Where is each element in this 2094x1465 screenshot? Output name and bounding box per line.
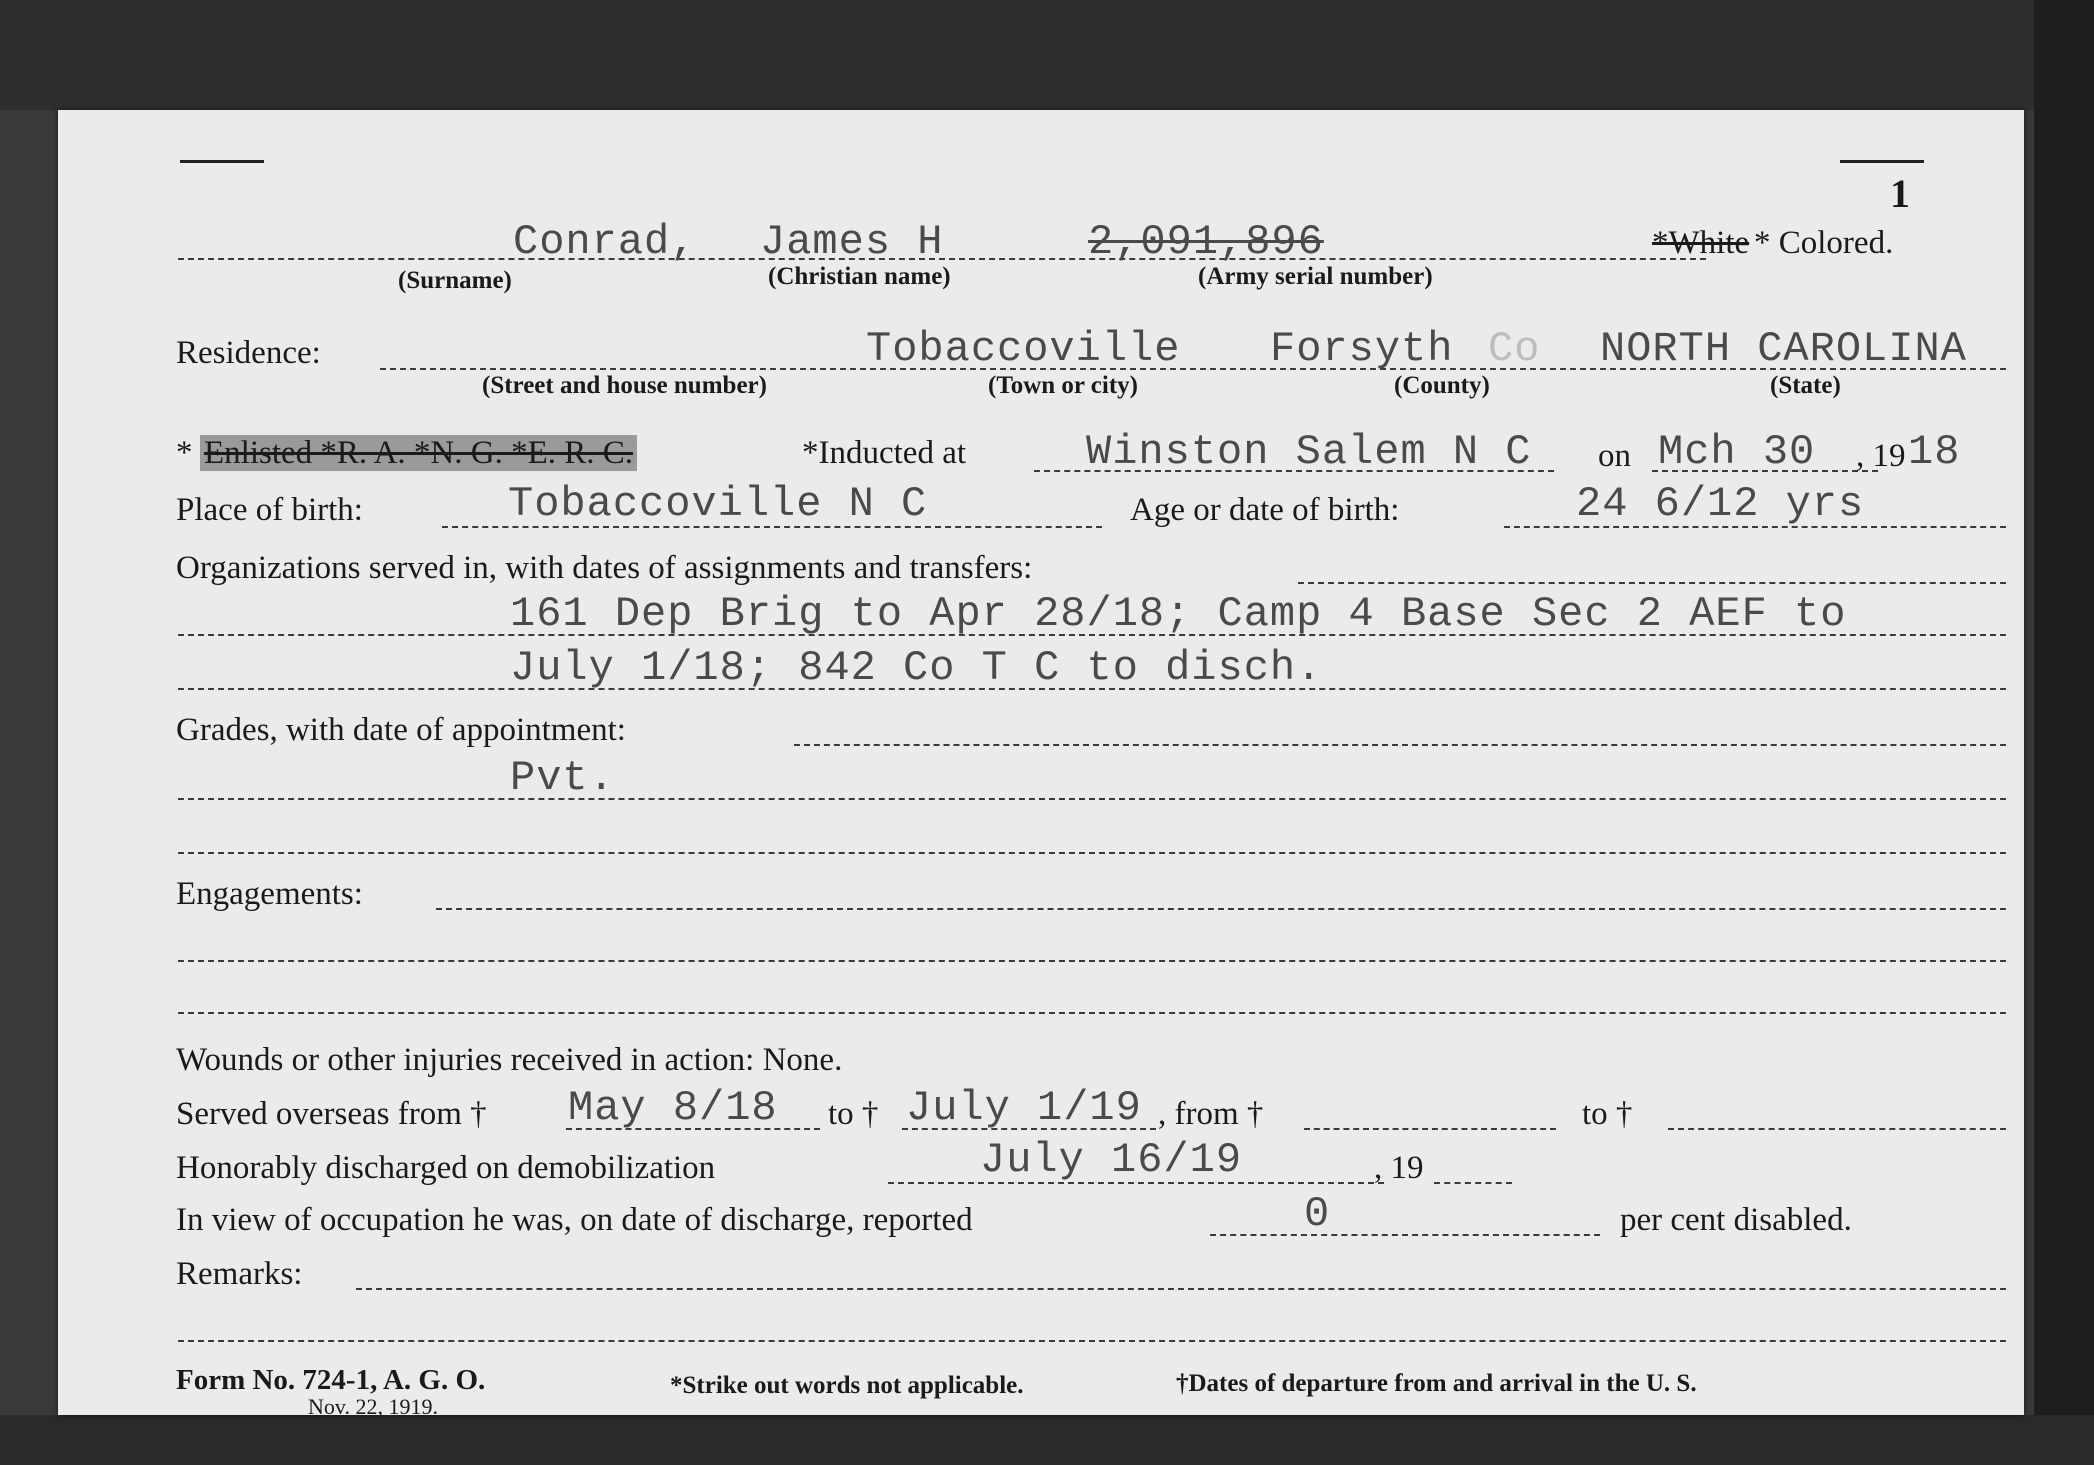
serial-number-value: 2,091,896: [1088, 218, 1324, 266]
discharge-year-line: [1434, 1182, 1512, 1184]
overseas-to-value: July 1/19: [906, 1084, 1142, 1132]
organizations-label: Organizations served in, with dates of assignments and transfers:: [176, 550, 1033, 586]
grades-label: Grades, with date of appointment:: [176, 712, 626, 748]
discharged-label: Honorably discharged on demobilization: [176, 1150, 716, 1186]
scan-background-bottom: [0, 1415, 2094, 1465]
surname-value: Conrad,: [513, 218, 697, 266]
town-label: (Town or city): [988, 372, 1138, 399]
serial-number-label: (Army serial number): [1198, 263, 1433, 290]
inducted-place-value: Winston Salem N C: [1086, 428, 1532, 476]
corner-mark-left: [180, 160, 264, 163]
engagements-line-2: [178, 1012, 2006, 1014]
year-prefix-label: , 19: [1856, 438, 1906, 474]
age-label: Age or date of birth:: [1130, 492, 1400, 528]
remarks-line-1: [178, 1340, 2006, 1342]
occupation-label: In view of occupation he was, on date of discharge, reported: [176, 1202, 973, 1238]
form-number: Form No. 724-1, A. G. O.: [176, 1364, 486, 1396]
overseas-to2-line: [1668, 1128, 2006, 1130]
state-value: NORTH CAROLINA: [1600, 325, 1967, 373]
overseas-to2-label: to †: [1582, 1096, 1633, 1132]
place-of-birth-value: Tobaccoville N C: [508, 480, 928, 528]
scan-background-top: [0, 0, 2094, 110]
place-of-birth-label: Place of birth:: [176, 492, 363, 528]
town-value: Tobaccoville: [866, 325, 1181, 373]
card-number: 1: [1890, 171, 1910, 216]
organizations-line-0: [1298, 582, 2006, 584]
percent-disabled-label: per cent disabled.: [1620, 1202, 1852, 1238]
discharge-year-label: , 19: [1374, 1150, 1424, 1186]
engagements-label: Engagements:: [176, 876, 363, 912]
remarks-line-0: [356, 1288, 2006, 1290]
wounds-label: Wounds or other injuries received in action: None.: [176, 1042, 843, 1078]
organizations-value-line1: 161 Dep Brig to Apr 28/18; Camp 4 Base Sec 2 AEF to: [510, 590, 1847, 638]
grades-line-1: [178, 798, 2006, 800]
christian-name-label: (Christian name): [768, 263, 951, 290]
overseas-from2-line: [1304, 1128, 1556, 1130]
dates-note: †Dates of departure from and arrival in the U. S.: [1176, 1370, 1697, 1397]
grades-line-2: [178, 852, 2006, 854]
surname-label: (Surname): [398, 267, 512, 294]
overseas-from-value: May 8/18: [568, 1084, 778, 1132]
overseas-to-label: to †: [828, 1096, 879, 1132]
discharge-date-value: July 16/19: [980, 1136, 1243, 1184]
county-suffix-value: Co: [1488, 325, 1541, 373]
age-value: 24 6/12 yrs: [1576, 480, 1865, 528]
white-label: *White: [1652, 225, 1750, 261]
disabled-percent-line: [1210, 1234, 1600, 1236]
strike-note: *Strike out words not applicable.: [670, 1372, 1024, 1399]
enlisted-label: Enlisted *R. A. *N. G. *E. R. C.: [200, 435, 637, 472]
county-label: (County): [1394, 372, 1490, 399]
residence-label: Residence:: [176, 335, 321, 371]
grades-line-0: [794, 744, 2006, 746]
remarks-label: Remarks:: [176, 1256, 303, 1292]
inducted-label: *Inducted at: [802, 435, 967, 471]
scan-background-right: [2034, 0, 2094, 1465]
state-label: (State): [1770, 372, 1841, 399]
engagements-line-1: [178, 960, 2006, 962]
overseas-from2-label: , from †: [1158, 1096, 1264, 1132]
street-label: (Street and house number): [482, 372, 767, 399]
engagements-line-0: [436, 908, 2006, 910]
inducted-year-value: 18: [1908, 428, 1961, 476]
organizations-value-line2: July 1/18; 842 Co T C to disch.: [510, 644, 1323, 692]
colored-label: * Colored.: [1754, 225, 1894, 261]
grade-value: Pvt.: [510, 754, 615, 802]
inducted-date-value: Mch 30: [1658, 428, 1816, 476]
corner-mark-right: [1840, 160, 1924, 163]
county-value: Forsyth: [1270, 325, 1454, 373]
asterisk-label: *: [176, 435, 193, 471]
on-label: on: [1598, 438, 1631, 474]
served-overseas-label: Served overseas from †: [176, 1096, 487, 1132]
form-date: Nov. 22, 1919.: [308, 1394, 438, 1419]
christian-name-value: James H: [760, 218, 944, 266]
service-record-card: [58, 110, 2024, 1419]
disabled-percent-value: 0: [1304, 1190, 1331, 1238]
